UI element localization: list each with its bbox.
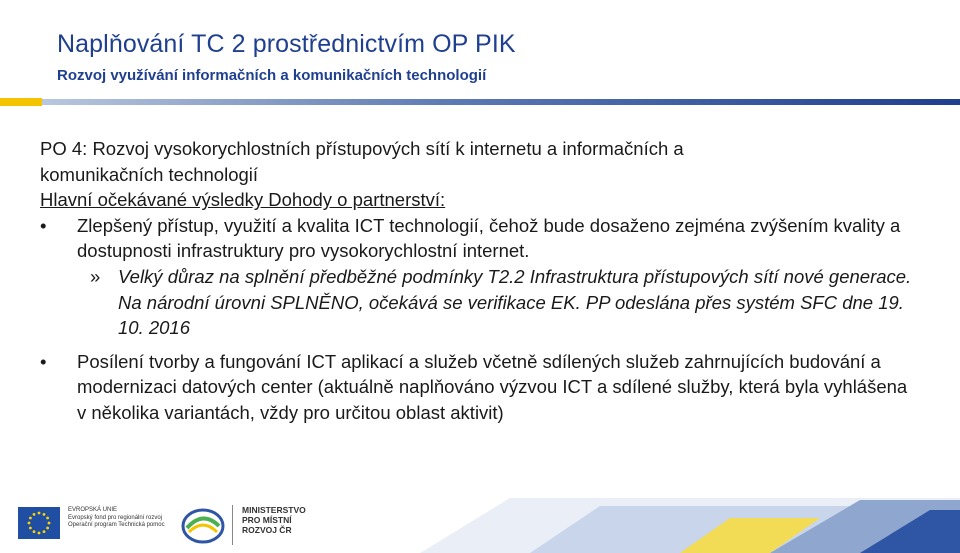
sub-bullet-item	[40, 264, 920, 341]
slide-content	[40, 136, 920, 426]
bullet-mark: •	[40, 350, 47, 372]
bullet-item	[40, 349, 920, 426]
divider-blue-segment	[42, 99, 960, 105]
sub-bullet-text: Velký důraz na splnění předběžné podmínky T2.2 Infrastruktura přístupových sítí nové generace. Na národní úrovni SPLNĚNO, očekává se verifikace EK. PP odeslána přes systém SFC dne 19. 10. 2016	[118, 265, 912, 339]
bullet-item	[40, 213, 920, 264]
eu-flag-icon	[18, 507, 60, 539]
eu-text-line: Operační program Technická pomoc	[68, 522, 165, 528]
bullet-text: Posílení tvorby a fungování ICT aplikací a služeb včetně sdílených služeb zahrnujících budování a modernizaci datových center (aktuálně naplňováno výzvou ICT a sdílené služby, která byla vyhlášena v několika variantách, vždy pro určitou oblast aktivit)	[77, 350, 908, 423]
ministry-name	[242, 506, 306, 535]
ministry-line: PRO MÍSTNÍ	[242, 514, 292, 525]
eu-text-line: EVROPSKÁ UNIE	[68, 507, 118, 513]
slide-title: Naplňování TC 2 prostřednictvím OP PIK	[57, 30, 516, 58]
bullet-text: Zlepšený přístup, využití a kvalita ICT technologií, čehož bude dosaženo zejména zvýšením kvality a dostupnosti infrastruktury pro vysokorychlostní internet.	[77, 214, 901, 262]
ministry-logo-icon	[181, 506, 225, 546]
logo-divider	[232, 505, 233, 545]
priority-heading-line1: PO 4: Rozvoj vysokorychlostních přístupových sítí k internetu a informačních a	[40, 138, 684, 159]
header-divider-bar	[0, 98, 960, 106]
slide-subtitle: Rozvoj využívání informačních a komunikačních technologií	[57, 67, 487, 84]
priority-heading-line2: komunikačních technologií	[40, 163, 259, 185]
eu-fund-text	[68, 507, 188, 530]
decorative-corner-shapes	[300, 488, 960, 553]
divider-yellow-segment	[0, 98, 42, 106]
ministry-line: MINISTERSTVO	[242, 505, 306, 515]
eu-text-line: Evropský fond pro regionální rozvoj	[68, 514, 163, 521]
results-label: Hlavní očekávané výsledky Dohody o partnerství:	[40, 189, 446, 211]
ministry-line: ROZVOJ ČR	[242, 524, 292, 535]
sub-bullet-mark: »	[90, 265, 101, 287]
bullet-mark: •	[40, 214, 47, 236]
